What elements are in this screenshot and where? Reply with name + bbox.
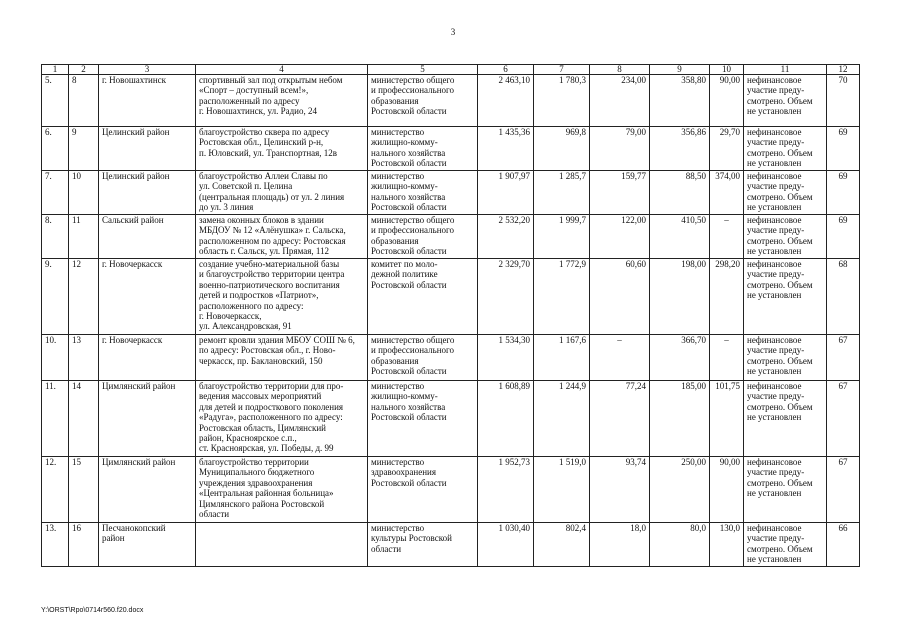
score: 67: [827, 457, 860, 523]
row-number: 6.: [42, 127, 69, 171]
participation-note: нефинансовое участие преду- смотрено. Объем не установлен: [744, 523, 827, 567]
amount-total: 1 030,40: [478, 523, 534, 567]
data-table: [41, 64, 860, 567]
amount-col-7: 1 780,3: [534, 75, 590, 127]
amount-col-8: 159,77: [590, 171, 650, 215]
amount-col-9: 410,50: [650, 215, 710, 259]
amount-total: 2 329,70: [478, 259, 534, 335]
header-cell: 10: [710, 65, 744, 75]
participation-note: нефинансовое участие преду- смотрено. Объем не установлен: [744, 259, 827, 335]
row-number: 11.: [42, 381, 69, 457]
row-number: 5.: [42, 75, 69, 127]
table-row: [42, 335, 860, 381]
amount-col-10: 29,70: [710, 127, 744, 171]
municipality: г. Новочеркасск: [99, 335, 196, 381]
row-number: 13.: [42, 523, 69, 567]
amount-col-10: 101,75: [710, 381, 744, 457]
amount-col-9: 250,00: [650, 457, 710, 523]
object-number: 8: [69, 75, 99, 127]
amount-col-10: –: [710, 215, 744, 259]
project-description: благоустройство территории Муниципального бюджетного учреждения здравоохранения «Центральная районная больница» Цимлянского района Ростовской области: [196, 457, 368, 523]
participation-note: нефинансовое участие преду- смотрено. Объем не установлен: [744, 215, 827, 259]
amount-col-9: 366,70: [650, 335, 710, 381]
table-row: [42, 381, 860, 457]
amount-col-9: 356,86: [650, 127, 710, 171]
row-number: 7.: [42, 171, 69, 215]
participation-note: нефинансовое участие преду- смотрено. Объем не установлен: [744, 457, 827, 523]
amount-col-7: 802,4: [534, 523, 590, 567]
object-number: 12: [69, 259, 99, 335]
amount-col-9: 80,0: [650, 523, 710, 567]
responsible-ministry: министерство жилищно-комму- нального хозяйства Ростовской области: [368, 127, 478, 171]
project-description: [196, 523, 368, 567]
table-row: [42, 523, 860, 567]
object-number: 10: [69, 171, 99, 215]
score: 70: [827, 75, 860, 127]
participation-note: нефинансовое участие преду- смотрено. Объем не установлен: [744, 335, 827, 381]
amount-total: 2 532,20: [478, 215, 534, 259]
score: 69: [827, 127, 860, 171]
responsible-ministry: министерство жилищно-комму- нального хозяйства Ростовской области: [368, 381, 478, 457]
score: 66: [827, 523, 860, 567]
header-cell: 11: [744, 65, 827, 75]
municipality: Сальский район: [99, 215, 196, 259]
responsible-ministry: министерство общего и профессионального образования Ростовской области: [368, 75, 478, 127]
amount-col-8: 77,24: [590, 381, 650, 457]
table-header-row: [42, 65, 860, 75]
project-description: создание учебно-материальной базы и благоустройство территории центра военно-патриотического воспитания детей и подростков «Патриот», расположенного по адресу: г. Новочеркасск, ул. Александровская, 91: [196, 259, 368, 335]
amount-total: 1 952,73: [478, 457, 534, 523]
table-row: [42, 75, 860, 127]
page-number: 3: [450, 27, 456, 37]
header-cell: 9: [650, 65, 710, 75]
amount-col-7: 1 772,9: [534, 259, 590, 335]
amount-col-7: 1 519,0: [534, 457, 590, 523]
amount-col-8: 93,74: [590, 457, 650, 523]
object-number: 11: [69, 215, 99, 259]
header-cell: 2: [69, 65, 99, 75]
project-description: спортивный зал под открытым небом «Спорт – доступный всем!», расположенный по адресу г. Новошахтинск, ул. Радио, 24: [196, 75, 368, 127]
project-description: ремонт кровли здания МБОУ СОШ № 6, по адресу: Ростовская обл., г. Ново- черкасск, пр. Баклановский, 150: [196, 335, 368, 381]
responsible-ministry: министерство общего и профессионального образования Ростовской области: [368, 335, 478, 381]
amount-col-7: 1 167,6: [534, 335, 590, 381]
amount-col-8: 18,0: [590, 523, 650, 567]
responsible-ministry: министерство здравоохранения Ростовской области: [368, 457, 478, 523]
participation-note: нефинансовое участие преду- смотрено. Объем не установлен: [744, 171, 827, 215]
municipality: Песчанокопский район: [99, 523, 196, 567]
amount-total: 1 435,36: [478, 127, 534, 171]
row-number: 10.: [42, 335, 69, 381]
score: 67: [827, 381, 860, 457]
amount-col-10: 130,0: [710, 523, 744, 567]
object-number: 16: [69, 523, 99, 567]
object-number: 14: [69, 381, 99, 457]
responsible-ministry: министерство культуры Ростовской области: [368, 523, 478, 567]
object-number: 9: [69, 127, 99, 171]
amount-col-8: –: [590, 335, 650, 381]
project-description: благоустройство Аллеи Славы по ул. Советской п. Целина (центральная площадь) от ул. 2 линия до ул. 3 линия: [196, 171, 368, 215]
amount-col-9: 198,00: [650, 259, 710, 335]
score: 67: [827, 335, 860, 381]
table-row: [42, 457, 860, 523]
responsible-ministry: министерство жилищно-комму- нального хозяйства Ростовской области: [368, 171, 478, 215]
amount-col-10: 374,00: [710, 171, 744, 215]
file-path-footer: Y:\ORST\Rpo\0714r560.f20.docx: [41, 607, 144, 614]
municipality: Целинский район: [99, 171, 196, 215]
object-number: 15: [69, 457, 99, 523]
participation-note: нефинансовое участие преду- смотрено. Объем не установлен: [744, 381, 827, 457]
amount-col-9: 185,00: [650, 381, 710, 457]
header-cell: 8: [590, 65, 650, 75]
amount-col-8: 79,00: [590, 127, 650, 171]
participation-note: нефинансовое участие преду- смотрено. Объем не установлен: [744, 127, 827, 171]
header-cell: 12: [827, 65, 860, 75]
amount-col-7: 1 285,7: [534, 171, 590, 215]
amount-col-10: 298,20: [710, 259, 744, 335]
score: 69: [827, 171, 860, 215]
amount-total: 1 534,30: [478, 335, 534, 381]
row-number: 12.: [42, 457, 69, 523]
amount-col-10: 90,00: [710, 75, 744, 127]
amount-total: 2 463,10: [478, 75, 534, 127]
table-row: [42, 259, 860, 335]
project-description: благоустройство территории для про- ведения массовых мероприятий для детей и подросткового поколения «Радуга», расположенного по адресу: Ростовская область, Цимлянский район, Красноярское с.п., ст. Красноярская, ул. Победы, д. 99: [196, 381, 368, 457]
municipality: Целинский район: [99, 127, 196, 171]
municipality: Цимлянский район: [99, 457, 196, 523]
amount-col-10: –: [710, 335, 744, 381]
amount-col-7: 1 999,7: [534, 215, 590, 259]
table-row: [42, 215, 860, 259]
header-cell: 4: [196, 65, 368, 75]
project-description: замена оконных блоков в здании МБДОУ № 12 «Алёнушка» г. Сальска, расположенном по адресу: Ростовская область г. Сальск, ул. Прямая, 112: [196, 215, 368, 259]
municipality: г. Новошахтинск: [99, 75, 196, 127]
score: 69: [827, 215, 860, 259]
amount-col-7: 1 244,9: [534, 381, 590, 457]
amount-col-8: 122,00: [590, 215, 650, 259]
amount-col-8: 234,00: [590, 75, 650, 127]
table-row: [42, 127, 860, 171]
amount-col-10: 90,00: [710, 457, 744, 523]
municipality: г. Новочеркасск: [99, 259, 196, 335]
amount-col-8: 60,60: [590, 259, 650, 335]
amount-total: 1 907,97: [478, 171, 534, 215]
participation-note: нефинансовое участие преду- смотрено. Объем не установлен: [744, 75, 827, 127]
project-description: благоустройство сквера по адресу Ростовская обл., Целинский р-н, п. Юловский, ул. Транспортная, 12в: [196, 127, 368, 171]
table-row: [42, 171, 860, 215]
responsible-ministry: комитет по моло- дежной политике Ростовской области: [368, 259, 478, 335]
header-cell: 1: [42, 65, 69, 75]
header-cell: 7: [534, 65, 590, 75]
score: 68: [827, 259, 860, 335]
header-cell: 3: [99, 65, 196, 75]
object-number: 13: [69, 335, 99, 381]
row-number: 8.: [42, 215, 69, 259]
amount-col-7: 969,8: [534, 127, 590, 171]
header-cell: 6: [478, 65, 534, 75]
amount-col-9: 358,80: [650, 75, 710, 127]
header-cell: 5: [368, 65, 478, 75]
amount-col-9: 88,50: [650, 171, 710, 215]
row-number: 9.: [42, 259, 69, 335]
municipality: Цимлянский район: [99, 381, 196, 457]
responsible-ministry: министерство общего и профессионального образования Ростовской области: [368, 215, 478, 259]
amount-total: 1 608,89: [478, 381, 534, 457]
